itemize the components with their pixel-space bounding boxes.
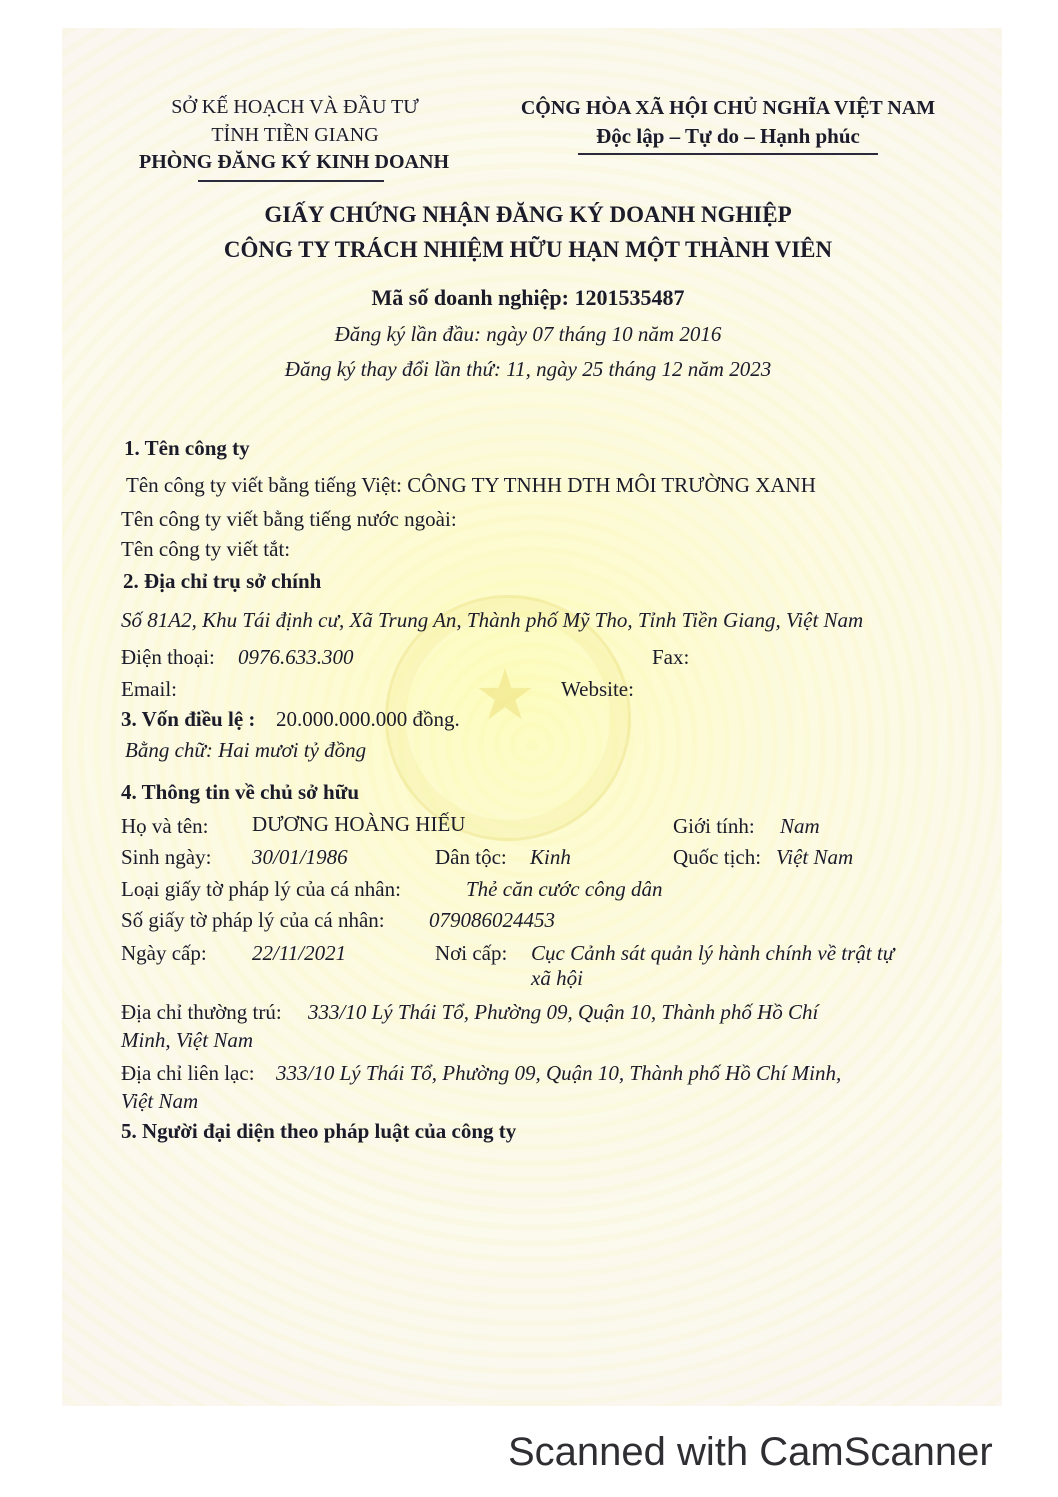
website-label: Website: xyxy=(561,677,634,701)
section4-heading: 4. Thông tin về chủ sở hữu xyxy=(121,780,360,804)
phone-label: Điện thoại: xyxy=(121,645,215,669)
email-label: Email: xyxy=(121,677,177,701)
charter-capital-value: 20.000.000.000 đồng. xyxy=(276,707,460,731)
header-left-line2: TỈNH TIỀN GIANG xyxy=(211,124,379,146)
issue-date-value: 22/11/2021 xyxy=(252,941,347,965)
ethnicity-label: Dân tộc: xyxy=(435,845,507,869)
nationality-value: Việt Nam xyxy=(776,845,854,869)
permanent-address-line1: 333/10 Lý Thái Tổ, Phường 09, Quận 10, Thành phố Hồ Chí xyxy=(308,1000,819,1024)
first-registration: Đăng ký lần đầu: ngày 07 tháng 10 năm 2016 xyxy=(334,322,722,346)
emblem-star-icon: ★ xyxy=(473,654,537,736)
permanent-address-label: Địa chỉ thường trú: xyxy=(121,1000,282,1024)
header-right-line2: Độc lập – Tự do – Hạnh phúc xyxy=(596,124,860,148)
section1-heading: 1. Tên công ty xyxy=(124,436,250,460)
id-type-value: Thẻ căn cước công dân xyxy=(466,877,663,901)
section2-heading: 2. Địa chỉ trụ sở chính xyxy=(123,569,322,593)
contact-address-line1: 333/10 Lý Thái Tổ, Phường 09, Quận 10, Thành phố Hồ Chí Minh, xyxy=(276,1061,842,1085)
header-right-underline xyxy=(578,153,878,155)
charter-capital-in-words: Bằng chữ: Hai mươi tỷ đồng xyxy=(125,738,367,762)
enterprise-code: Mã số doanh nghiệp: 1201535487 xyxy=(371,285,685,310)
company-name-short: Tên công ty viết tắt: xyxy=(121,537,291,561)
contact-address-line2: Việt Nam xyxy=(121,1089,199,1113)
company-name-vietnamese: Tên công ty viết bằng tiếng Việt: CÔNG TY TNHH DTH MÔI TRƯỜNG XANH xyxy=(126,473,816,497)
id-number-value: 079086024453 xyxy=(429,908,555,932)
dob-value: 30/01/1986 xyxy=(252,845,348,869)
dob-label: Sinh ngày: xyxy=(121,845,212,869)
company-name-foreign: Tên công ty viết bằng tiếng nước ngoài: xyxy=(121,507,457,531)
section5-heading: 5. Người đại diện theo pháp luật của công ty xyxy=(121,1119,517,1143)
change-registration: Đăng ký thay đổi lần thứ: 11, ngày 25 tháng 12 năm 2023 xyxy=(284,357,772,381)
certificate-title: GIẤY CHỨNG NHẬN ĐĂNG KÝ DOANH NGHIỆP xyxy=(264,202,792,227)
company-type-title: CÔNG TY TRÁCH NHIỆM HỮU HẠN MỘT THÀNH VIÊN xyxy=(223,237,833,262)
issue-place-line2: xã hội xyxy=(531,966,583,990)
id-number-label: Số giấy tờ pháp lý của cá nhân: xyxy=(121,908,385,932)
issue-place-label: Nơi cấp: xyxy=(435,941,508,965)
issue-date-label: Ngày cấp: xyxy=(121,941,207,965)
phone-value: 0976.633.300 xyxy=(238,645,354,669)
fax-label: Fax: xyxy=(652,645,690,669)
owner-name-value: DƯƠNG HOÀNG HIẾU xyxy=(252,812,466,836)
section3-heading: 3. Vốn điều lệ : xyxy=(121,707,256,731)
header-right-line1: CỘNG HÒA XÃ HỘI CHỦ NGHĨA VIỆT NAM xyxy=(520,97,936,119)
issue-place-line1: Cục Cảnh sát quản lý hành chính về trật tự xyxy=(531,941,895,965)
scanner-watermark: Scanned with CamScanner xyxy=(508,1430,993,1474)
contact-address-label: Địa chỉ liên lạc: xyxy=(121,1061,255,1085)
gender-label: Giới tính: xyxy=(673,814,755,838)
gender-value: Nam xyxy=(780,814,820,838)
ethnicity-value: Kinh xyxy=(530,845,571,869)
header-left-line1: SỞ KẾ HOẠCH VÀ ĐẦU TƯ xyxy=(171,96,419,118)
head-office-address: Số 81A2, Khu Tái định cư, Xã Trung An, Thành phố Mỹ Tho, Tỉnh Tiền Giang, Việt Nam xyxy=(121,608,864,632)
header-left-line3: PHÒNG ĐĂNG KÝ KINH DOANH xyxy=(139,151,449,173)
owner-name-label: Họ và tên: xyxy=(121,814,209,838)
permanent-address-line2: Minh, Việt Nam xyxy=(121,1028,254,1052)
id-type-label: Loại giấy tờ pháp lý của cá nhân: xyxy=(121,877,401,901)
nationality-label: Quốc tịch: xyxy=(673,845,762,869)
header-left-underline xyxy=(198,180,384,182)
